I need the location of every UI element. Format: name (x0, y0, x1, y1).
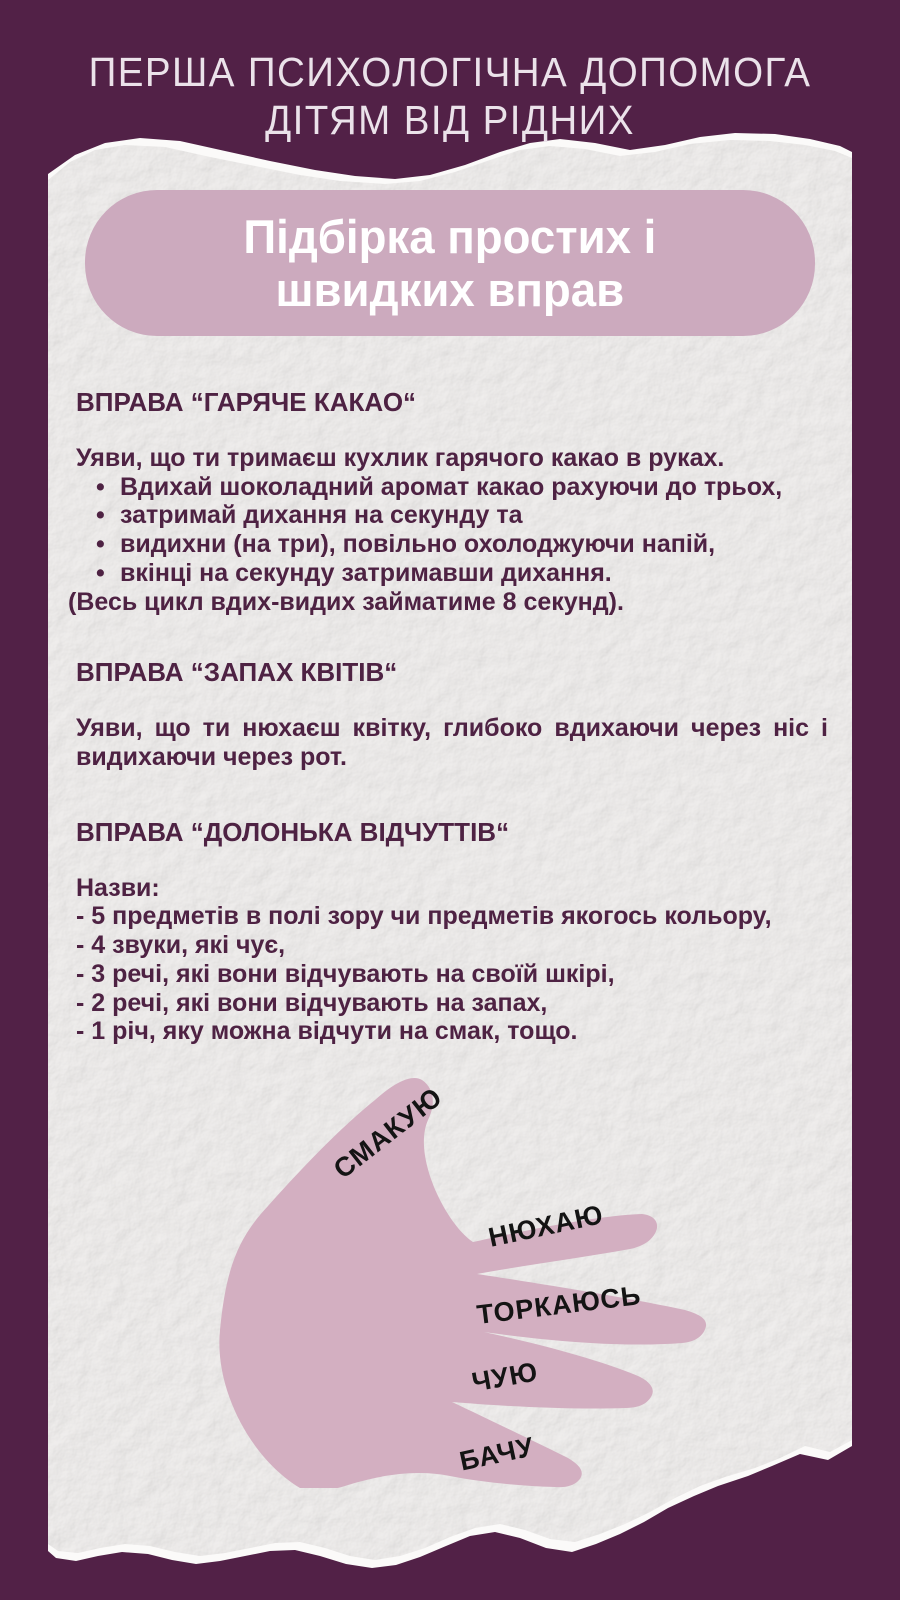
list-item: - 4 звуки, які чує, (76, 931, 286, 960)
bullet-dot: • (96, 558, 105, 587)
spacer (76, 772, 828, 818)
spacer (76, 616, 828, 658)
section-flower-smell-title: ВПРАВА “ЗАПАХ КВІТІВ“ (76, 657, 398, 688)
bullet-dot: • (96, 472, 105, 501)
bullet-item (76, 559, 784, 588)
bullet-dot: • (96, 530, 105, 559)
poster-title (27, 48, 873, 145)
bullet-text: Вдихай шоколадний аромат какао рахуючи до трьох, (120, 472, 783, 501)
bullet-item (76, 530, 784, 559)
poster-title-line1: ПЕРША ПСИХОЛОГІЧНА ДОПОМОГА (88, 49, 812, 95)
bullet-text: видихни (на три), повільно охолоджуючи напій, (120, 530, 716, 559)
subtitle-banner-text (244, 210, 657, 316)
finger-label-see: БАЧУ (456, 1431, 538, 1477)
subtitle-banner (85, 190, 815, 336)
section-hot-cocoa (68, 387, 828, 616)
poster-title-line2: ДІТЯМ ВІД РІДНИХ (265, 97, 635, 144)
hand-illustration (150, 1058, 770, 1488)
list-item: - 3 речі, які вони відчувають на своїй шкірі, (76, 959, 615, 988)
bullet-dot: • (96, 501, 105, 530)
finger-label-smell: НЮХАЮ (485, 1199, 607, 1253)
section-flower-smell (76, 658, 828, 771)
section-hot-cocoa-bullets (76, 473, 784, 588)
finger-label-taste: СМАКУЮ (327, 1081, 449, 1185)
section-palm-of-senses (76, 818, 828, 1046)
finger-label-hear: ЧУЮ (469, 1356, 541, 1398)
section-flower-smell-intro: Уяви, що ти нюхаєш квітку, глибоко вдихаючи через ніс і видихаючи через рот. (76, 714, 828, 772)
list-item: - 2 речі, які вони відчувають на запах, (76, 988, 548, 1017)
section-hot-cocoa-title: ВПРАВА “ГАРЯЧЕ КАКАО“ (76, 387, 417, 417)
section-hot-cocoa-note: (Весь цикл вдих-видих займатиме 8 секунд). (68, 587, 624, 616)
bullet-text: вкінці на секунду затримавши дихання. (120, 558, 612, 587)
subtitle-line2: швидких вправ (275, 263, 625, 316)
bullet-item (76, 473, 784, 502)
section-palm-of-senses-items (76, 902, 828, 1046)
bullet-text: затримай дихання на секунду та (120, 501, 523, 530)
section-palm-of-senses-intro: Назви: (76, 873, 160, 902)
exercises-content (68, 387, 828, 1046)
list-item: - 5 предметів в полі зору чи предметів якогось кольору, (76, 902, 772, 931)
subtitle-line1: Підбірка простих і (243, 209, 657, 263)
bullet-item (76, 501, 784, 530)
list-item: - 1 річ, яку можна відчути на смак, тощо. (76, 1017, 578, 1046)
finger-label-touch: ТОРКАЮСЬ (475, 1280, 643, 1330)
section-palm-of-senses-title: ВПРАВА “ДОЛОНЬКА ВІДЧУТТІВ“ (76, 816, 510, 847)
section-hot-cocoa-intro: Уяви, що ти тримаєш кухлик гарячого какао в руках. (76, 443, 725, 472)
